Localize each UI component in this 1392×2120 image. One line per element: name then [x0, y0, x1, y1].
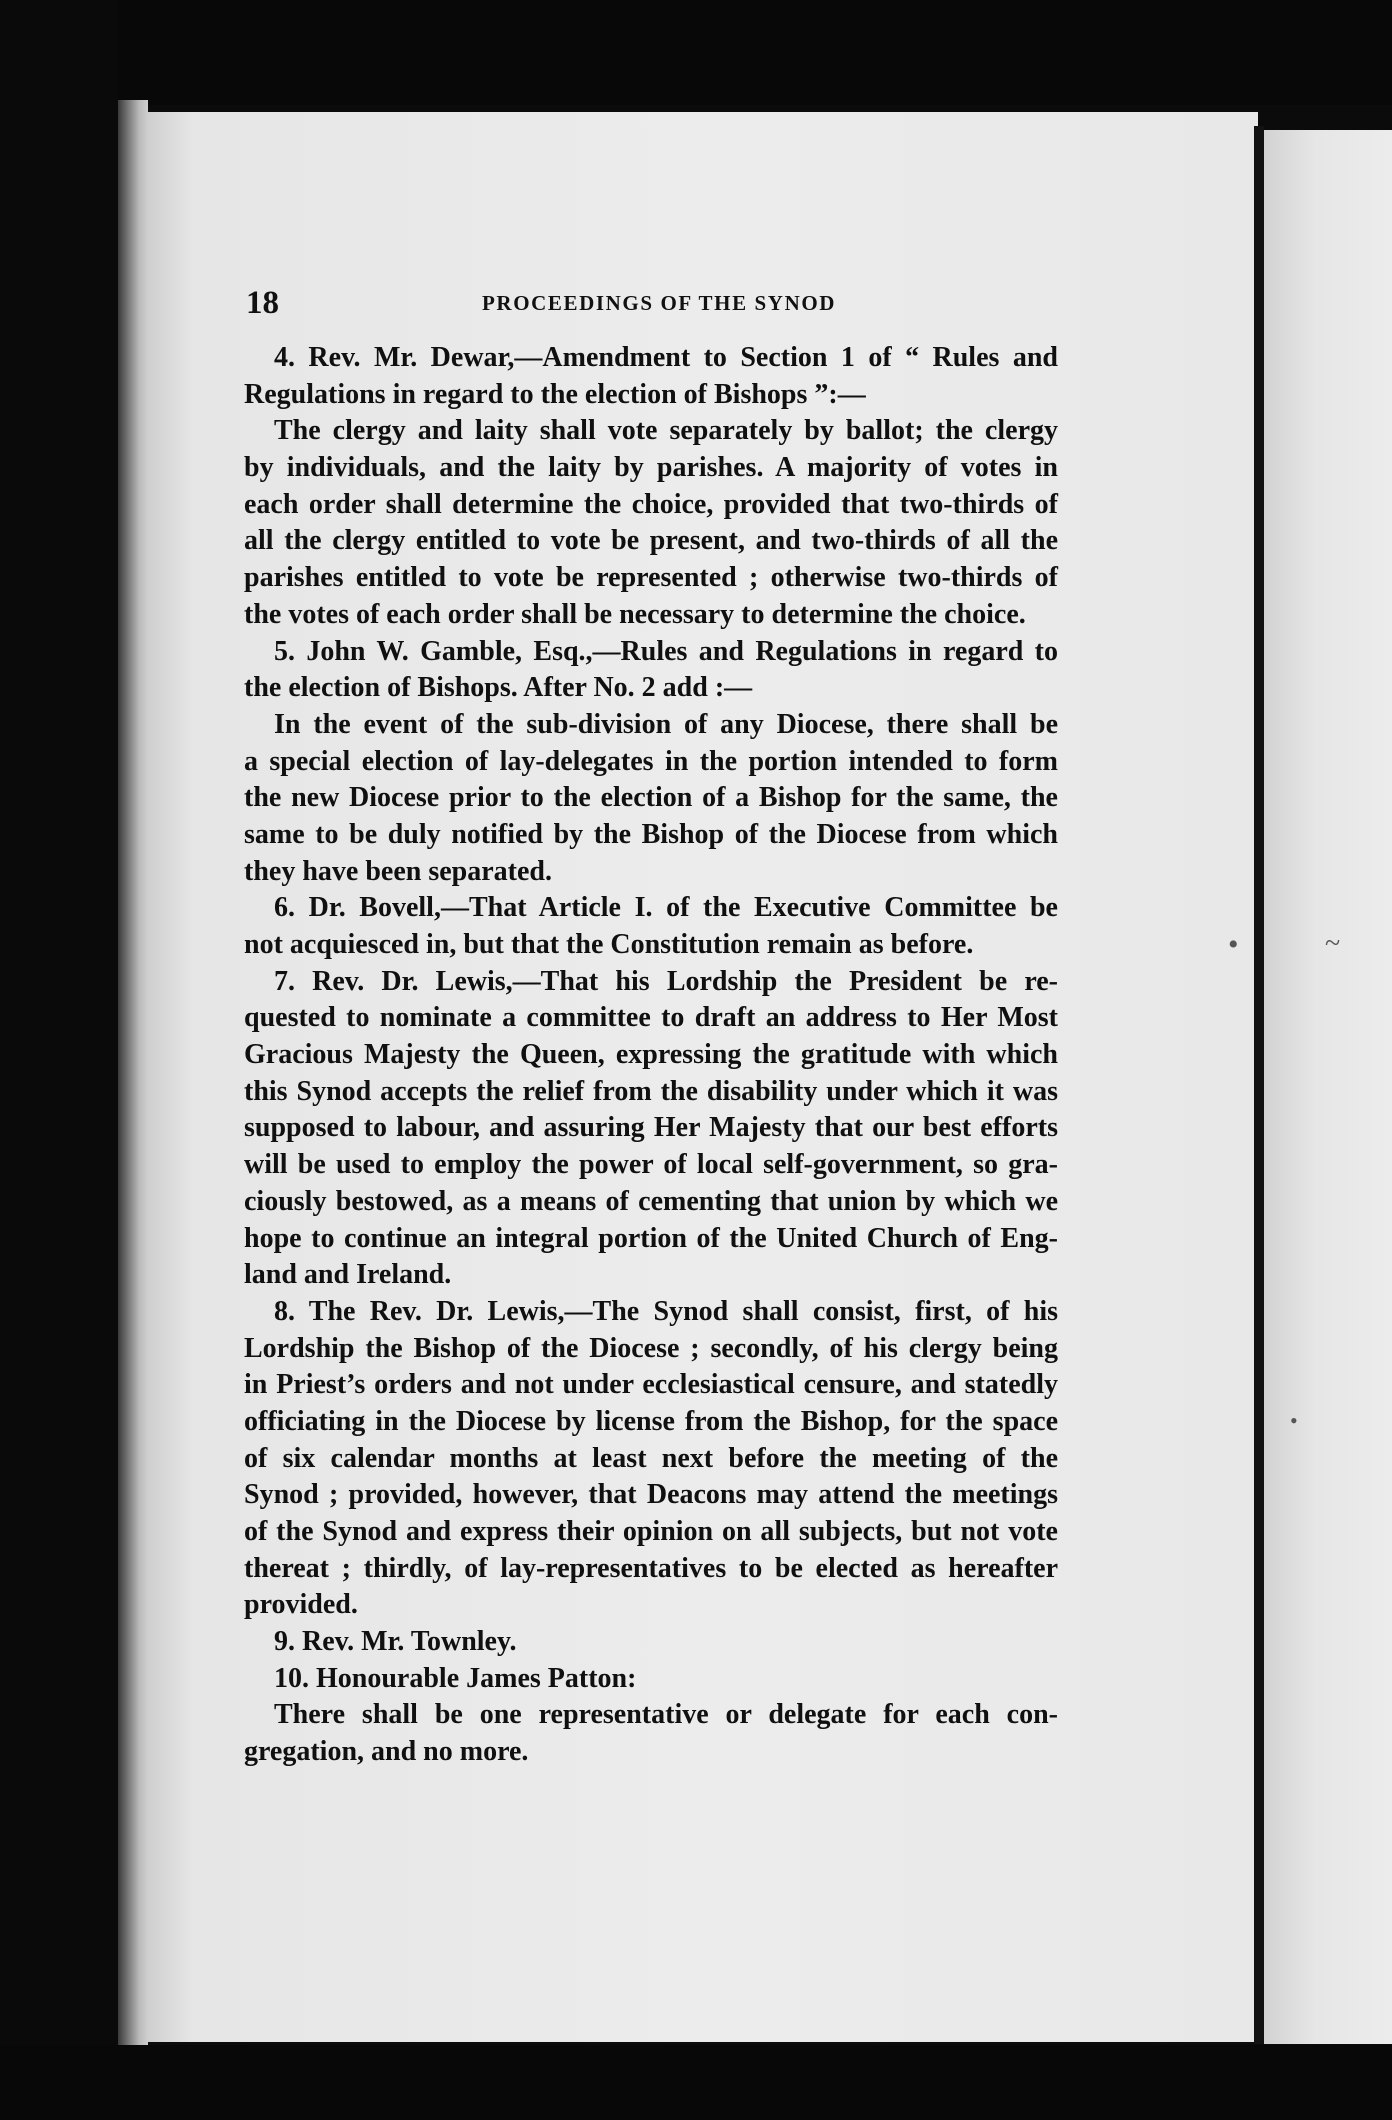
page-header [246, 285, 1064, 325]
ink-speck: • [1228, 928, 1239, 961]
text-line: Gracious Majesty the Queen, expressing the gratitude with which [244, 1039, 1058, 1071]
text-line: the election of Bishops. After No. 2 add :— [244, 672, 753, 704]
text-line: a special election of lay-delegates in the portion intended to form [244, 745, 1058, 777]
scan-border-top [0, 0, 1392, 105]
text-line: ciously bestowed, as a means of cementing that union by which we [244, 1185, 1058, 1217]
facing-page-edge [1264, 130, 1392, 2044]
text-line: 4. Rev. Mr. Dewar,—Amendment to Section 1 of “ Rules and [274, 342, 1058, 373]
text-line: 5. John W. Gamble, Esq.,—Rules and Regulations in regard to [274, 635, 1058, 667]
text-line: Regulations in regard to the election of Bishops ”:— [244, 378, 866, 410]
ink-speck: ~ [1325, 928, 1341, 959]
text-line: same to be duly notified by the Bishop of the Diocese from which [244, 818, 1058, 850]
text-line: supposed to labour, and assuring Her Majesty that our best efforts [244, 1112, 1058, 1144]
text-line: 9. Rev. Mr. Townley. [274, 1626, 517, 1658]
text-line: all the clergy entitled to vote be present, and two-thirds of all the [244, 525, 1058, 557]
text-line: in Priest’s orders and not under ecclesiastical censure, and statedly [244, 1369, 1058, 1401]
text-line: will be used to employ the power of local self-government, so gra- [244, 1149, 1058, 1181]
text-line: gregation, and no more. [244, 1736, 529, 1768]
text-line: each order shall determine the choice, provided that two-thirds of [244, 488, 1058, 520]
text-line: not acquiesced in, but that the Constitution remain as before. [244, 929, 974, 960]
book-spine-shadow [118, 100, 148, 2045]
body-text [244, 340, 1058, 1771]
text-line: 10. Honourable James Patton: [274, 1662, 637, 1694]
text-line: 6. Dr. Bovell,—That Article I. of the Executive Committee be [274, 892, 1058, 924]
text-line: of the Synod and express their opinion on all subjects, but not vote [244, 1516, 1058, 1547]
running-head: PROCEEDINGS OF THE SYNOD [482, 291, 837, 315]
page-number: 18 [246, 285, 279, 321]
text-line: parishes entitled to vote be represented ; otherwise two-thirds of [244, 562, 1058, 594]
text-line: The clergy and laity shall vote separately by ballot; the clergy [274, 415, 1058, 447]
text-line: There shall be one representative or delegate for each con- [274, 1699, 1058, 1731]
text-line: this Synod accepts the relief from the disability under which it was [244, 1075, 1058, 1107]
text-line: the votes of each order shall be necessary to determine the choice. [244, 598, 1026, 630]
text-line: provided. [244, 1589, 358, 1621]
scan-border-left [0, 0, 118, 2120]
text-line: they have been separated. [244, 855, 552, 887]
text-line: thereat ; thirdly, of lay-representatives to be elected as hereafter [244, 1552, 1058, 1584]
text-line: 8. The Rev. Dr. Lewis,—The Synod shall consist, first, of his [274, 1295, 1058, 1327]
text-line: land and Ireland. [244, 1259, 452, 1291]
text-line: hope to continue an integral portion of the United Church of Eng- [244, 1222, 1058, 1254]
scan-border-bottom [0, 2045, 1392, 2120]
text-line: Lordship the Bishop of the Diocese ; secondly, of his clergy being [244, 1332, 1058, 1364]
text-line: quested to nominate a committee to draft an address to Her Most [244, 1002, 1058, 1034]
ink-speck: • [1290, 1408, 1298, 1433]
text-line: In the event of the sub-division of any Diocese, there shall be [274, 708, 1058, 740]
text-line: officiating in the Diocese by license from the Bishop, for the space [244, 1405, 1058, 1437]
page-gutter [1254, 126, 1264, 2044]
text-line: 7. Rev. Dr. Lewis,—That his Lordship the President be re- [274, 965, 1058, 997]
text-line: the new Diocese prior to the election of a Bishop for the same, the [244, 782, 1058, 814]
text-line: Synod ; provided, however, that Deacons may attend the meetings [244, 1479, 1058, 1511]
text-line: of six calendar months at least next before the meeting of the [244, 1442, 1058, 1474]
text-line: by individuals, and the laity by parishes. A majority of votes in [244, 452, 1058, 484]
